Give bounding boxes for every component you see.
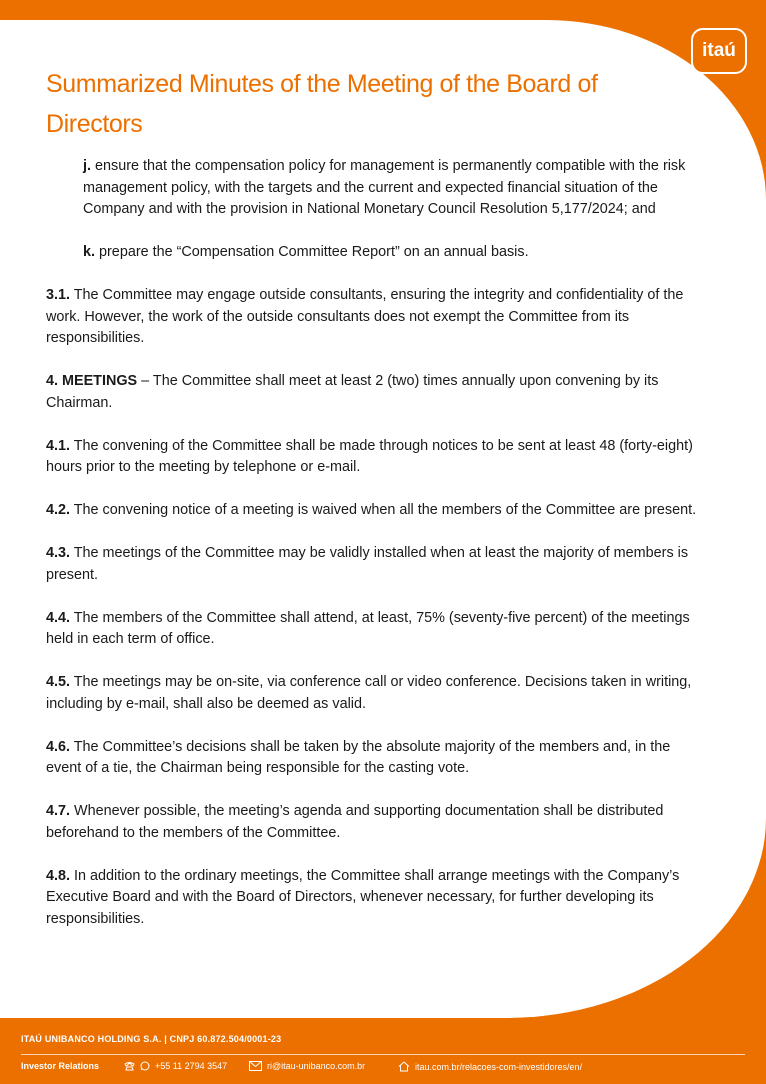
section-4-meetings bbox=[46, 371, 706, 414]
itau-logo bbox=[691, 28, 747, 74]
section-4-6 bbox=[46, 737, 706, 780]
investor-relations-text: Investor Relations bbox=[21, 1061, 100, 1071]
email-address: ri@itau-unibanco.com.br bbox=[267, 1061, 366, 1071]
whatsapp-icon bbox=[140, 1061, 150, 1071]
section-text: Whenever possible, the meeting’s agenda and supporting documentation shall be distributed beforehand to the members of the Committee. bbox=[46, 803, 664, 841]
section-4-7 bbox=[46, 801, 706, 844]
section-label: 4. MEETINGS bbox=[46, 373, 138, 389]
phone-contact[interactable] bbox=[124, 1061, 227, 1071]
section-4-5 bbox=[46, 672, 706, 715]
item-text: ensure that the compensation policy for management is permanently compatible with the risk management policy, with the targets and the current and expected financial situation of the Company and with the provision in National Monetary Council Resolution 5,177/2024; and bbox=[83, 158, 686, 217]
section-label: 4.4. bbox=[46, 609, 71, 626]
home-icon bbox=[398, 1061, 410, 1072]
section-4-2 bbox=[46, 500, 706, 522]
section-label: 4.2. bbox=[46, 502, 71, 518]
section-label: 3.1. bbox=[46, 287, 71, 303]
section-label: 4.3. bbox=[46, 545, 71, 561]
contact-row bbox=[21, 1061, 746, 1075]
section-label: 4.8. bbox=[46, 867, 71, 884]
section-3-1 bbox=[46, 285, 706, 350]
investor-relations-label bbox=[21, 1061, 99, 1071]
section-text: – The Committee shall meet at least 2 (two) times annually upon convening by its Chairman. bbox=[46, 373, 659, 411]
document-body bbox=[46, 156, 706, 952]
section-text: The members of the Committee shall attend, at least, 75% (seventy-five percent) of the meetings held in each term of office. bbox=[46, 609, 690, 647]
section-text: The Committee may engage outside consultants, ensuring the integrity and confidentiality of the work. However, the work of the outside consultants does not exempt the Committee from its responsibilities. bbox=[46, 287, 684, 346]
section-label: 4.7. bbox=[46, 803, 71, 819]
phone-number: +55 11 2794 3547 bbox=[155, 1061, 228, 1071]
section-4-1 bbox=[46, 436, 706, 479]
section-label: 4.5. bbox=[46, 674, 71, 690]
section-text: The convening notice of a meeting is waived when all the members of the Committee are present. bbox=[73, 502, 697, 518]
sub-item-j bbox=[83, 156, 706, 221]
sub-item-k bbox=[83, 242, 706, 264]
phone-icon bbox=[124, 1061, 135, 1071]
section-text: The meetings of the Committee may be validly installed when at least the majority of members is present. bbox=[46, 545, 689, 583]
footer-divider bbox=[21, 1054, 745, 1055]
section-4-3 bbox=[46, 543, 706, 586]
section-text: In addition to the ordinary meetings, the Committee shall arrange meetings with the Company’s Executive Board and with the Board of Directors, whenever necessary, for further developing its responsibilities. bbox=[46, 867, 680, 927]
item-label: j. bbox=[83, 158, 91, 174]
page-footer bbox=[0, 1018, 766, 1084]
section-text: The Committee’s decisions shall be taken by the absolute majority of the members and, in the event of a tie, the Chairman being responsible for the casting vote. bbox=[46, 738, 671, 776]
page-title: Summarized Minutes of the Meeting of the Board of Directors bbox=[46, 70, 598, 138]
section-label: 4.1. bbox=[46, 437, 71, 454]
logo-text: itaú bbox=[702, 40, 736, 61]
website-link[interactable] bbox=[398, 1061, 582, 1072]
company-info: ITAÚ UNIBANCO HOLDING S.A. | CNPJ 60.872.504/0001-23 bbox=[21, 1034, 282, 1044]
section-4-8 bbox=[46, 866, 706, 931]
section-label: 4.6. bbox=[46, 738, 71, 755]
item-label: k. bbox=[83, 244, 96, 260]
email-contact[interactable] bbox=[249, 1061, 365, 1071]
section-text: The convening of the Committee shall be made through notices to be sent at least 48 (forty-eight) hours prior to the meeting by telephone or e-mail. bbox=[46, 437, 693, 475]
item-text: prepare the “Compensation Committee Report” on an annual basis. bbox=[99, 244, 529, 260]
website-url: itau.com.br/relacoes-com-investidores/en/ bbox=[415, 1061, 583, 1072]
section-text: The meetings may be on-site, via conference call or video conference. Decisions taken in writing, including by e-mail, shall also be deemed as valid. bbox=[46, 674, 692, 712]
mail-icon bbox=[249, 1061, 262, 1071]
section-4-4 bbox=[46, 608, 706, 651]
